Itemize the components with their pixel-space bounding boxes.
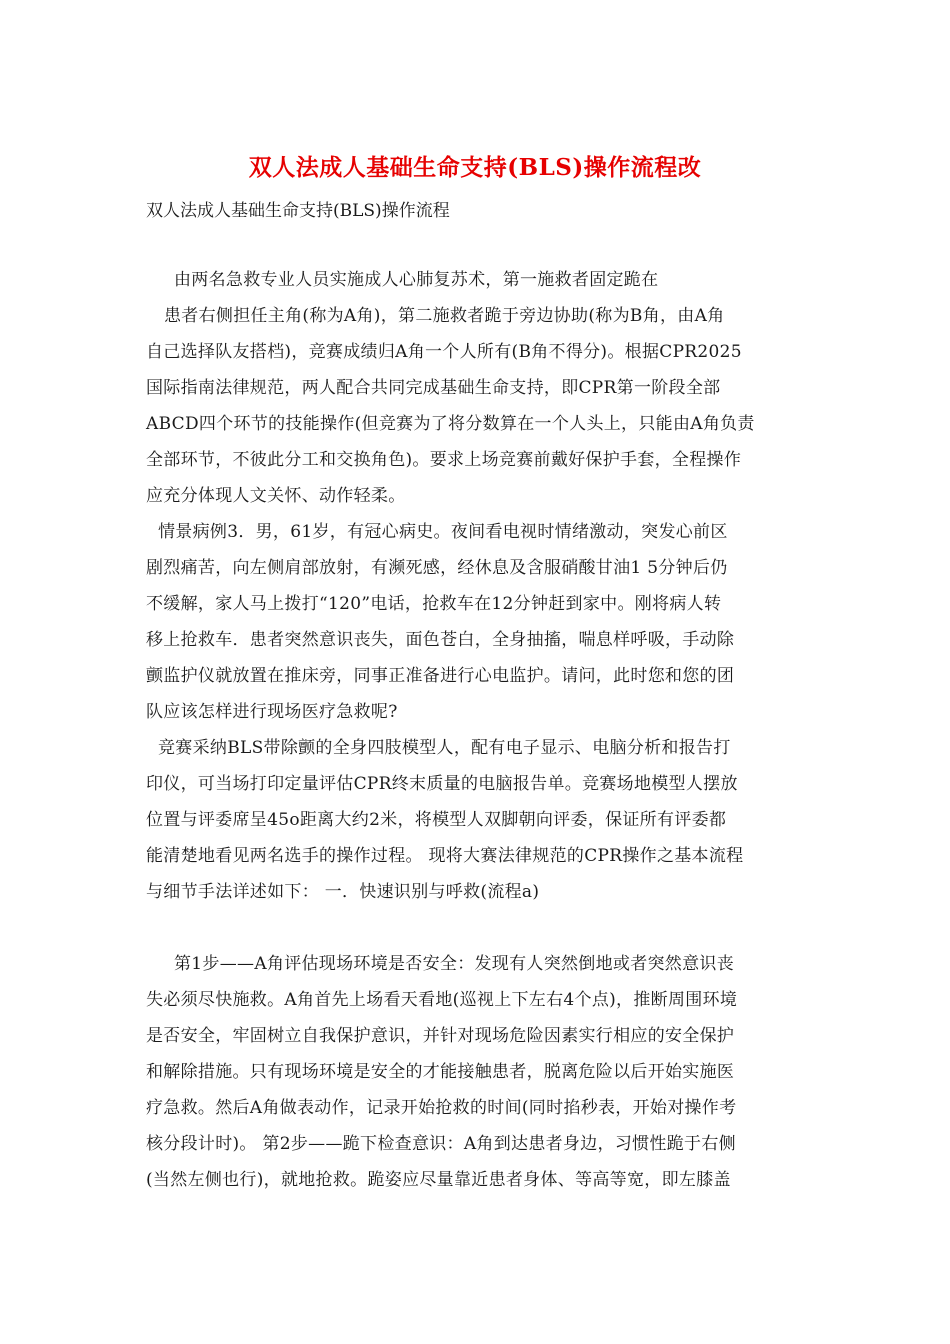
text-line: 位置与评委席呈45o距离大约2米，将模型人双脚朝向评委，保证所有评委都 <box>146 810 727 830</box>
text-line: 不缓解，家人马上拨打“120”电话，抢救车在12分钟赶到家中。刚将病人转 <box>146 594 722 614</box>
text-line: 核分段计时)。 第2步——跪下检查意识：A角到达患者身边，习惯性跪于右侧 <box>146 1134 736 1154</box>
text-line: 患者右侧担任主角(称为A角)，第二施救者跪于旁边协助(称为B角，由A角 <box>164 306 725 326</box>
text-line: (当然左侧也行)，就地抢救。跪姿应尽量靠近患者身体、等高等宽，即左膝盖 <box>146 1170 731 1190</box>
text-line: 和解除措施。只有现场环境是安全的才能接触患者，脱离危险以后开始实施医 <box>146 1062 735 1082</box>
text-line: 与细节手法详述如下： 一．快速识别与呼救(流程a) <box>146 882 540 902</box>
text-line: 剧烈痛苦，向左侧肩部放射，有濒死感，经休息及含服硝酸甘油1 5分钟后仍 <box>146 558 728 578</box>
document-title: 双人法成人基础生命支持(BLS)操作流程改 <box>248 154 702 181</box>
text-line: 能清楚地看见两名选手的操作过程。 现将大赛法律规范的CPR操作之基本流程 <box>146 846 744 866</box>
blank-line <box>146 910 816 946</box>
text-line: ABCD四个环节的技能操作(但竞赛为了将分数算在一个人头上，只能由A角负责 <box>146 414 755 434</box>
text-line: 疗急救。然后A角做表动作，记录开始抢救的时间(同时掐秒表，开始对操作考 <box>146 1098 737 1118</box>
text-line: 颤监护仪就放置在推床旁，同事正准备进行心电监护。请问，此时您和您的团 <box>146 666 735 686</box>
text-line: 应充分体现人文关怀、动作轻柔。 <box>146 486 406 506</box>
text-line: 失必须尽快施救。A角首先上场看天看地(巡视上下左右4个点)，推断周围环境 <box>146 990 738 1010</box>
text-line: 情景病例3．男，61岁，有冠心病史。夜间看电视时情绪激动，突发心前区 <box>158 522 728 542</box>
text-line: 国际指南法律规范，两人配合共同完成基础生命支持，即CPR第一阶段全部 <box>146 378 721 398</box>
text-line: 第1步——A角评估现场环境是否安全：发现有人突然倒地或者突然意识丧 <box>174 954 734 974</box>
text-line: 移上抢救车．患者突然意识丧失，面色苍白，全身抽搐，喘息样呼吸，手动除 <box>146 630 735 650</box>
document-subtitle: 双人法成人基础生命支持(BLS)操作流程 <box>146 201 450 221</box>
text-line: 全部环节，不彼此分工和交换角色)。要求上场竞赛前戴好保护手套，全程操作 <box>146 450 742 470</box>
text-line: 队应该怎样进行现场医疗急救呢? <box>146 702 398 722</box>
text-line: 竞赛采纳BLS带除颤的全身四肢模型人，配有电子显示、电脑分析和报告打 <box>158 738 731 758</box>
text-line: 由两名急救专业人员实施成人心肺复苏术，第一施救者固定跪在 <box>174 270 659 290</box>
text-line: 是否安全，牢固树立自我保护意识，并针对现场危险因素实行相应的安全保护 <box>146 1026 735 1046</box>
text-line: 自己选择队友搭档)，竞赛成绩归A角一个人所有(B角不得分)。根据CPR2025 <box>146 342 742 362</box>
text-line: 印仪，可当场打印定量评估CPR终末质量的电脑报告单。竞赛场地模型人摆放 <box>146 774 738 794</box>
body-text <box>146 262 816 1198</box>
